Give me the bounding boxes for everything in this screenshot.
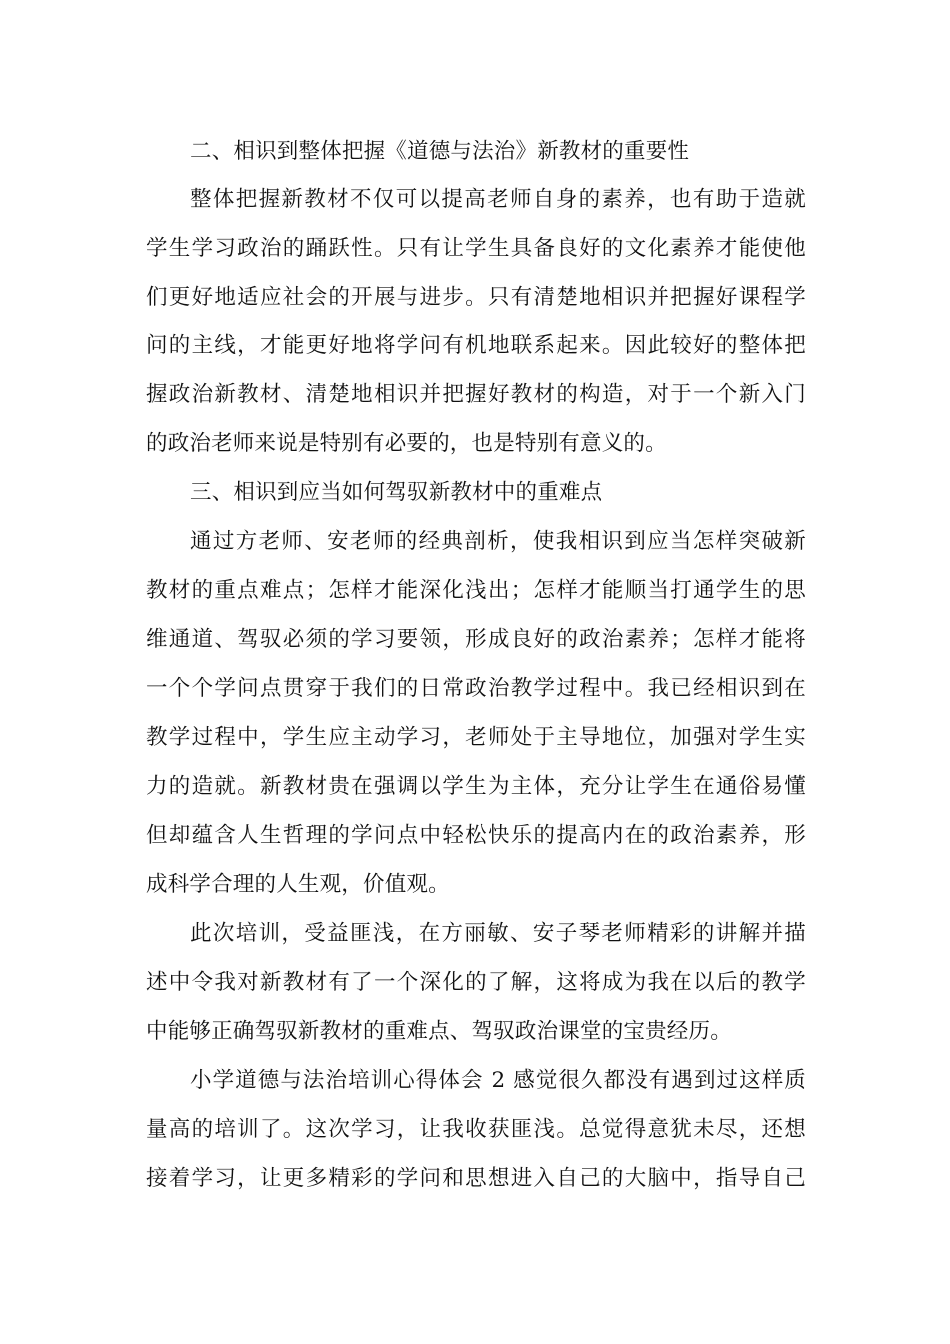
- paragraph-line: 们更好地适应社会的开展与进步。只有清楚地相识并把握好课程学: [146, 285, 806, 310]
- section-heading-3: 三、相识到应当如何驾驭新教材中的重难点: [190, 480, 603, 505]
- section-heading-2: 二、相识到整体把握《道德与法治》新教材的重要性: [190, 139, 690, 164]
- paragraph-line: 接着学习，让更多精彩的学问和思想进入自己的大脑中，指导自己: [146, 1166, 806, 1191]
- paragraph-line: 成科学合理的人生观，价值观。: [146, 872, 450, 897]
- paragraph-line: 一个个学问点贯穿于我们的日常政治教学过程中。我已经相识到在: [146, 676, 806, 701]
- paragraph-line: 力的造就。新教材贵在强调以学生为主体，充分让学生在通俗易懂: [146, 774, 806, 799]
- paragraph-line: 教学过程中，学生应主动学习，老师处于主导地位，加强对学生实: [146, 725, 806, 750]
- paragraph-line: 教材的重点难点；怎样才能深化浅出；怎样才能顺当打通学生的思: [146, 578, 806, 603]
- paragraph-line: 握政治新教材、清楚地相识并把握好教材的构造，对于一个新入门: [146, 382, 806, 407]
- paragraph-line: 整体把握新教材不仅可以提高老师自身的素养，也有助于造就: [190, 187, 806, 212]
- paragraph-line: 中能够正确驾驭新教材的重难点、驾驭政治课堂的宝贵经历。: [146, 1019, 732, 1044]
- paragraph-line: 此次培训，受益匪浅，在方丽敏、安子琴老师精彩的讲解并描: [190, 921, 806, 946]
- paragraph-line: 学生学习政治的踊跃性。只有让学生具备良好的文化素养才能使他: [146, 236, 806, 261]
- paragraph-line: 通过方老师、安老师的经典剖析，使我相识到应当怎样突破新: [190, 529, 806, 554]
- paragraph-line: 的政治老师来说是特别有必要的，也是特别有意义的。: [146, 431, 667, 456]
- paragraph-line: 维通道、驾驭必须的学习要领，形成良好的政治素养；怎样才能将: [146, 627, 806, 652]
- paragraph-line: 问的主线，才能更好地将学问有机地联系起来。因此较好的整体把: [146, 333, 806, 358]
- paragraph-line: 述中令我对新教材有了一个深化的了解，这将成为我在以后的教学: [146, 970, 806, 995]
- paragraph-line: 但却蕴含人生哲理的学问点中轻松快乐的提高内在的政治素养，形: [146, 823, 806, 848]
- paragraph-line: 量高的培训了。这次学习，让我收获匪浅。总觉得意犹未尽，还想: [146, 1117, 806, 1142]
- paragraph-line: 小学道德与法治培训心得体会 2 感觉很久都没有遇到过这样质: [190, 1068, 806, 1093]
